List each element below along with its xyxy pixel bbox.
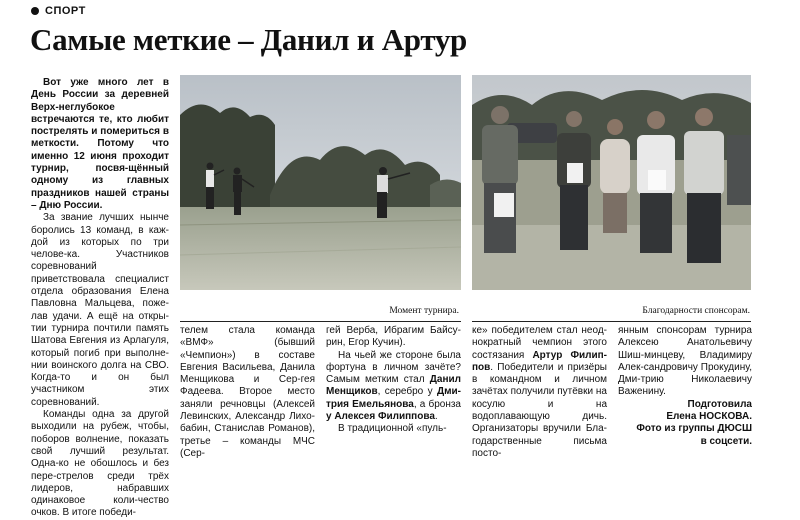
paragraph: [472, 325, 607, 460]
article-column-3: [326, 325, 461, 436]
caption-divider: [180, 321, 461, 322]
bullet-icon: [31, 7, 39, 15]
author-name: Елена НОСКОВА.: [666, 411, 752, 423]
photo-credit: в соцсети.: [700, 435, 752, 447]
silver-name: Дми-трия Емельянова: [326, 386, 461, 410]
photo-award-group: [472, 75, 751, 290]
winner-name: Данил Менщиков: [326, 374, 461, 398]
author-signoff: [618, 399, 752, 448]
text-run: На чьей же стороне была фортуна в личном зачёте? Самым метким стал: [326, 349, 461, 386]
paragraph: янным спонсорам турнира Алексею Анатольевичу Шиш-минцеву, Владимиру Алек-сандровичу Прокудину, Дми-трию Николаевичу Важенину.: [618, 325, 752, 398]
champion-name: Артур Филип-пов: [472, 349, 607, 373]
rubric-label: СПОРТ: [45, 5, 86, 17]
bronze-name: у Алексея Филиппова: [326, 411, 435, 423]
photo-credit: Фото из группы ДЮСШ: [636, 423, 752, 435]
photo-shooting-scene: [180, 75, 461, 290]
article-column-1: [31, 77, 169, 520]
photo-tournament-moment: [180, 75, 461, 290]
article-column-5: [618, 325, 752, 448]
article-column-4: [472, 325, 607, 460]
section-rubric: [31, 5, 86, 17]
paragraph: За звание лучших нынче боролись 13 команд, в каж-дой из которых по три челове-ка. Участников соревнований приветствовала специалист отдела образования Елена Павловна Мальцева, поже-лав удачи. А ещё на откры-тии турнира почтили память Шатова Евгения из Арлагуля, который погиб при выполне-нии воинского долга на СВО. Когда-то и он был участником этих соревнований.: [31, 212, 169, 408]
text-run: . Победители и призёры в командном и личном зачётах получили путёвки на косулю и на водоплавающую дичь. Организаторы вручили Бла-годарственные письма посто-: [472, 361, 607, 459]
paragraph: телем стала команда «ВМФ» (бывший «Чемпион») в составе Евгения Васильева, Данила Менщикова и Сер-гея Фадеева. Второе место заняли речновцы (Алексей Левинских, Александр Лихо-бабин, Станислав Романов), третье – команды МЧС (Сер-: [180, 325, 315, 459]
caption-right: Благодарности спонсорам.: [642, 306, 750, 316]
article-column-2: [180, 325, 315, 460]
paragraph: гей Верба, Ибрагим Байсу-рин, Егор Кучин).: [326, 325, 461, 349]
text-run: , а бронза: [413, 398, 461, 410]
lead-paragraph: Вот уже много лет в День России за деревней Верх-неглубокое встречаются те, кто любит пострелять и помериться в меткости. Потому что именно 12 июня проходит турнир, посвя-щённый одному из главных праздников нашей страны – Дню России.: [31, 77, 169, 211]
text-run: .: [434, 411, 438, 423]
paragraph: [326, 350, 461, 424]
paragraph: В традиционной «пуль-: [338, 423, 447, 435]
photo-sponsor-thanks: [472, 75, 751, 290]
text-run: , серебро у: [377, 386, 437, 398]
text-run: ке» победителем стал неод-нократный чемпион этого состязания: [472, 325, 607, 361]
paragraph: Команды одна за другой выходили на рубеж, чтобы, поборов волнение, показать свой лучший результат. Одна-ко не обошлось и без пере-стрелов среди трёх лидеров, набравших одинаковое коли-чество очков. В итоге победи-: [31, 409, 169, 519]
caption-divider: [472, 321, 751, 322]
signoff-line: Подготовила: [687, 398, 752, 410]
article-headline: Самые меткие – Данил и Артур: [30, 22, 467, 57]
caption-left: Момент турнира.: [389, 306, 459, 316]
